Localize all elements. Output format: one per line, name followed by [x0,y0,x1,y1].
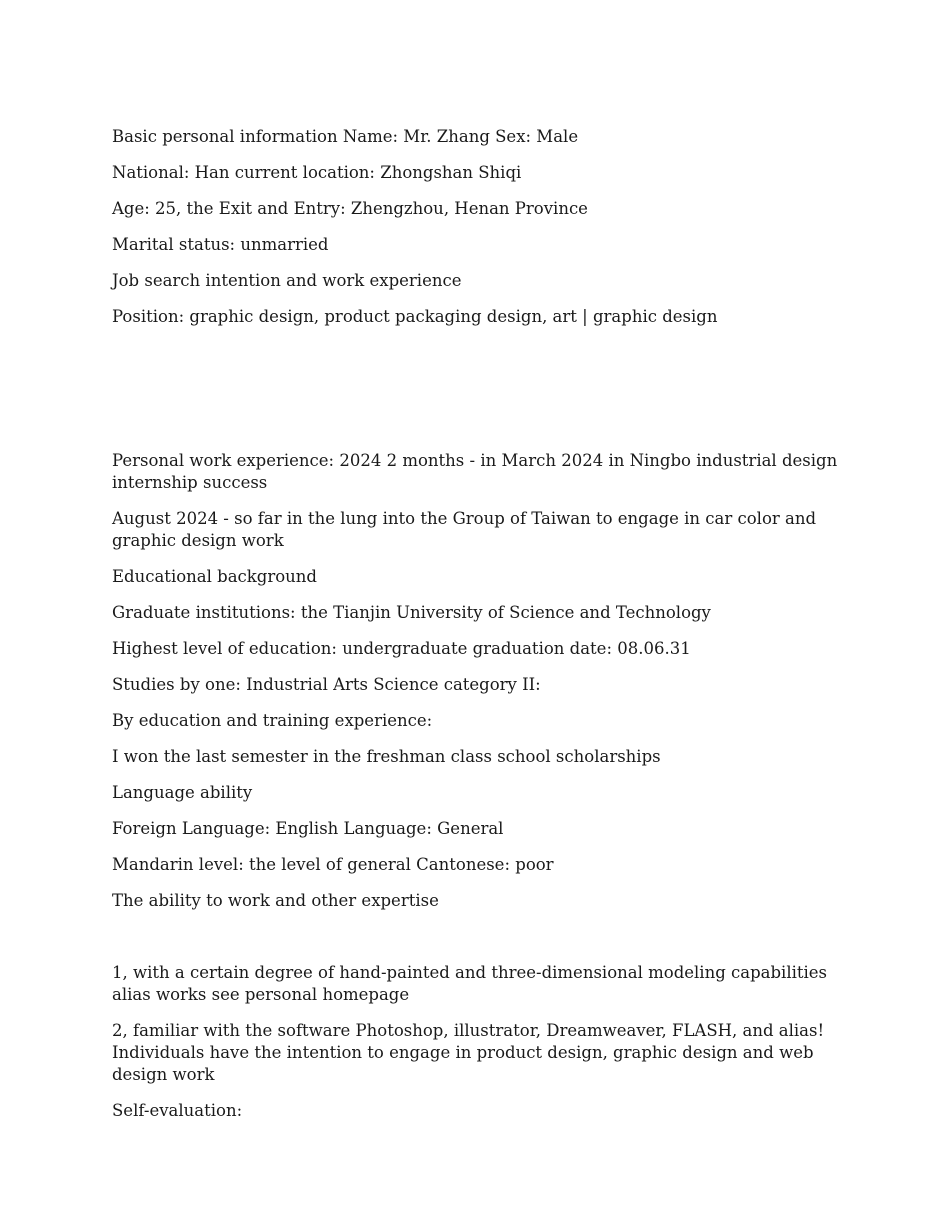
blank-space [112,926,842,962]
skill-item-1: 1, with a certain degree of hand-painted and three-dimensional modeling capabilities alias works see personal homepage [112,963,828,1004]
education-heading: Educational background [112,567,317,586]
age-line: Age: 25, the Exit and Entry: Zhengzhou, Henan Province [112,199,588,218]
blank-space [112,342,842,450]
self-evaluation-heading: Self-evaluation: [112,1101,243,1120]
expertise-heading: The ability to work and other expertise [112,891,439,910]
job-intention-heading: Job search intention and work experience [112,271,462,290]
position-line: Position: graphic design, product packaging design, art | graphic design [112,307,718,326]
scholarship-line: I won the last semester in the freshman class school scholarships [112,747,661,766]
language-heading: Language ability [112,783,253,802]
nationality-location-line: National: Han current location: Zhongshan Shiqi [112,163,522,182]
studies-line: Studies by one: Industrial Arts Science category II: [112,675,541,694]
education-level-line: Highest level of education: undergraduate graduation date: 08.06.31 [112,639,691,658]
graduate-institution-line: Graduate institutions: the Tianjin University of Science and Technology [112,603,711,622]
mandarin-level-line: Mandarin level: the level of general Cantonese: poor [112,855,554,874]
foreign-language-line: Foreign Language: English Language: General [112,819,504,838]
skill-item-2: 2, familiar with the software Photoshop, illustrator, Dreamweaver, FLASH, and alias! Individuals have the intention to engage in product design, graphic design and web design work [112,1021,825,1084]
marital-status-line: Marital status: unmarried [112,235,329,254]
work-experience-line-1: Personal work experience: 2024 2 months - in March 2024 in Ningbo industrial design internship success [112,451,838,492]
basic-info-line: Basic personal information Name: Mr. Zhang Sex: Male [112,127,579,146]
work-experience-line-2: August 2024 - so far in the lung into the Group of Taiwan to engage in car color and graphic design work [112,509,817,550]
document-body [112,126,842,1136]
training-experience-line: By education and training experience: [112,711,433,730]
